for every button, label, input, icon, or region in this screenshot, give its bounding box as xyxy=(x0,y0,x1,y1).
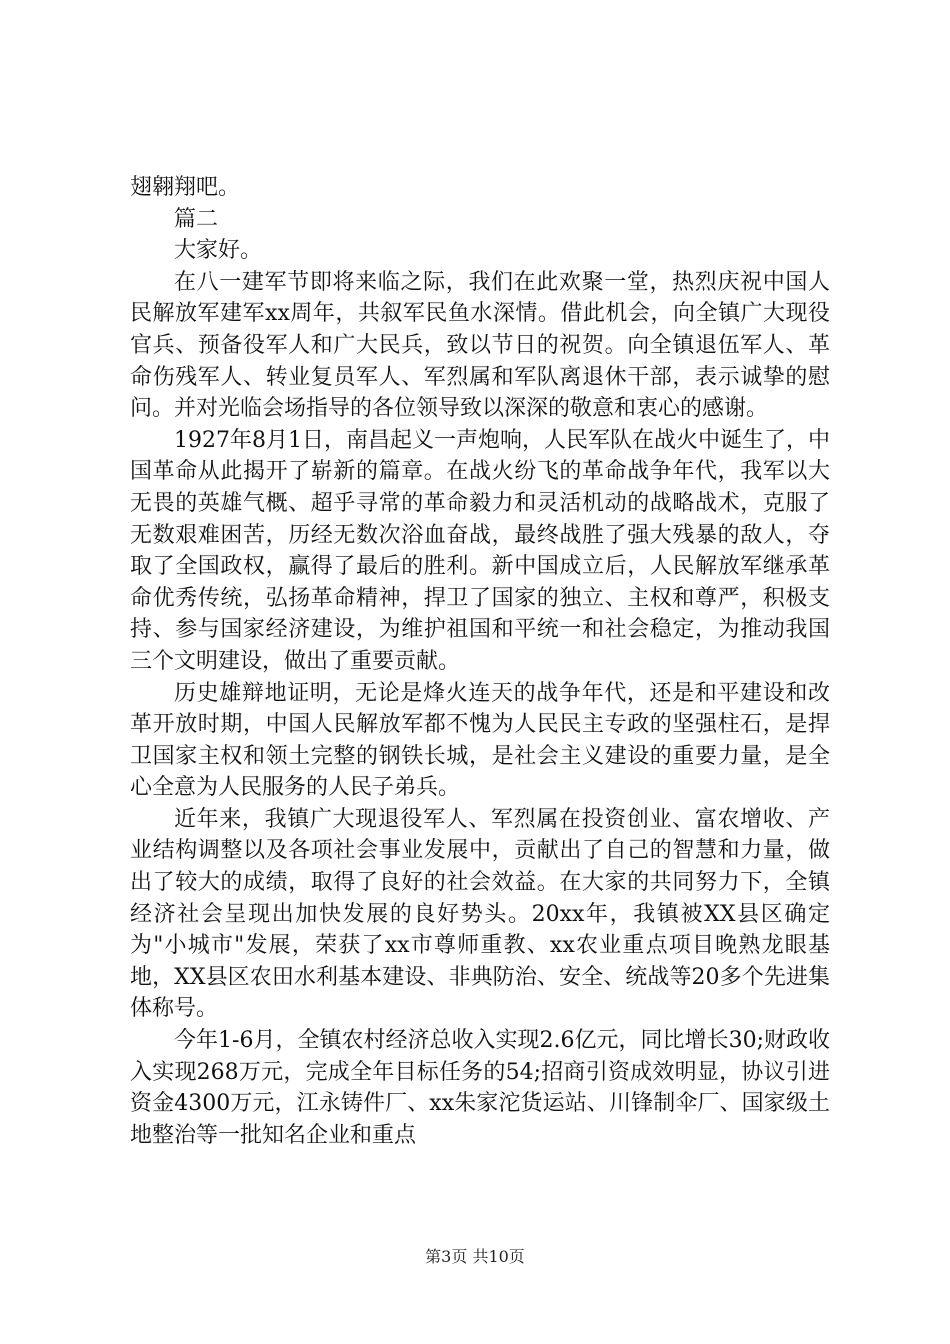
paragraph: 近年来，我镇广大现退役军人、军烈属在投资创业、富农增收、产业结构调整以及各项社会事业发展中，贡献出了自己的智慧和力量，做出了较大的成绩，取得了良好的社会效益。在大家的共同努力下，全镇经济社会呈现出加快发展的良好势头。20xx年，我镇被XX县区确定为"小城市"发展，荣获了xx市尊师重教、xx农业重点项目晚熟龙眼基地，XX县区农田水利基本建设、非典防治、安全、统战等20多个先进集体称号。 xyxy=(130,806,830,1022)
section-heading: 篇二 xyxy=(174,206,219,232)
page-number-footer: 第3页 共10页 xyxy=(425,1247,525,1266)
paragraph: 1927年8月1日，南昌起义一声炮响，人民军队在战火中诞生了，中国革命从此揭开了崭新的篇章。在战火纷飞的革命战争年代，我军以大无畏的英雄气概、超乎寻常的革命毅力和灵活机动的战略战术，克服了无数艰难困苦，历经无数次浴血奋战，最终战胜了强大残暴的敌人，夺取了全国政权，赢得了最后的胜利。新中国成立后，人民解放军继承革命优秀传统，弘扬革命精神，捍卫了国家的独立、主权和尊严，积极支持、参与国家经济建设，为维护祖国和平统一和社会稳定，为推动我国三个文明建设，做出了重要贡献。 xyxy=(130,427,830,674)
greeting: 大家好。 xyxy=(174,238,263,264)
paragraph-continuation: 翅翱翔吧。 xyxy=(130,175,241,200)
paragraph: 历史雄辩地证明，无论是烽火连天的战争年代，还是和平建设和改革开放时期，中国人民解放军都不愧为人民民主专政的坚强柱石，是捍卫国家主权和领土完整的钢铁长城，是社会主义建设的重要力量，是全心全意为人民服务的人民子弟兵。 xyxy=(130,680,830,801)
paragraph: 今年1-6月，全镇农村经济总收入实现2.6亿元，同比增长30;财政收入实现268万元，完成全年目标任务的54;招商引资成效明显，协议引进资金4300万元，江永铸件厂、xx朱家沱货运站、川锋制伞厂、国家级土地整治等一批知名企业和重点 xyxy=(130,1028,830,1148)
document-body xyxy=(130,172,830,1151)
paragraph: 在八一建军节即将来临之际，我们在此欢聚一堂，热烈庆祝中国人民解放军建军xx周年，共叙军民鱼水深情。借此机会，向全镇广大现役官兵、预备役军人和广大民兵，致以节日的祝贺。向全镇退伍军人、革命伤残军人、转业复员军人、军烈属和军队离退休干部，表示诚挚的慰问。并对光临会场指导的各位领导致以深深的敬意和衷心的感谢。 xyxy=(130,269,830,422)
